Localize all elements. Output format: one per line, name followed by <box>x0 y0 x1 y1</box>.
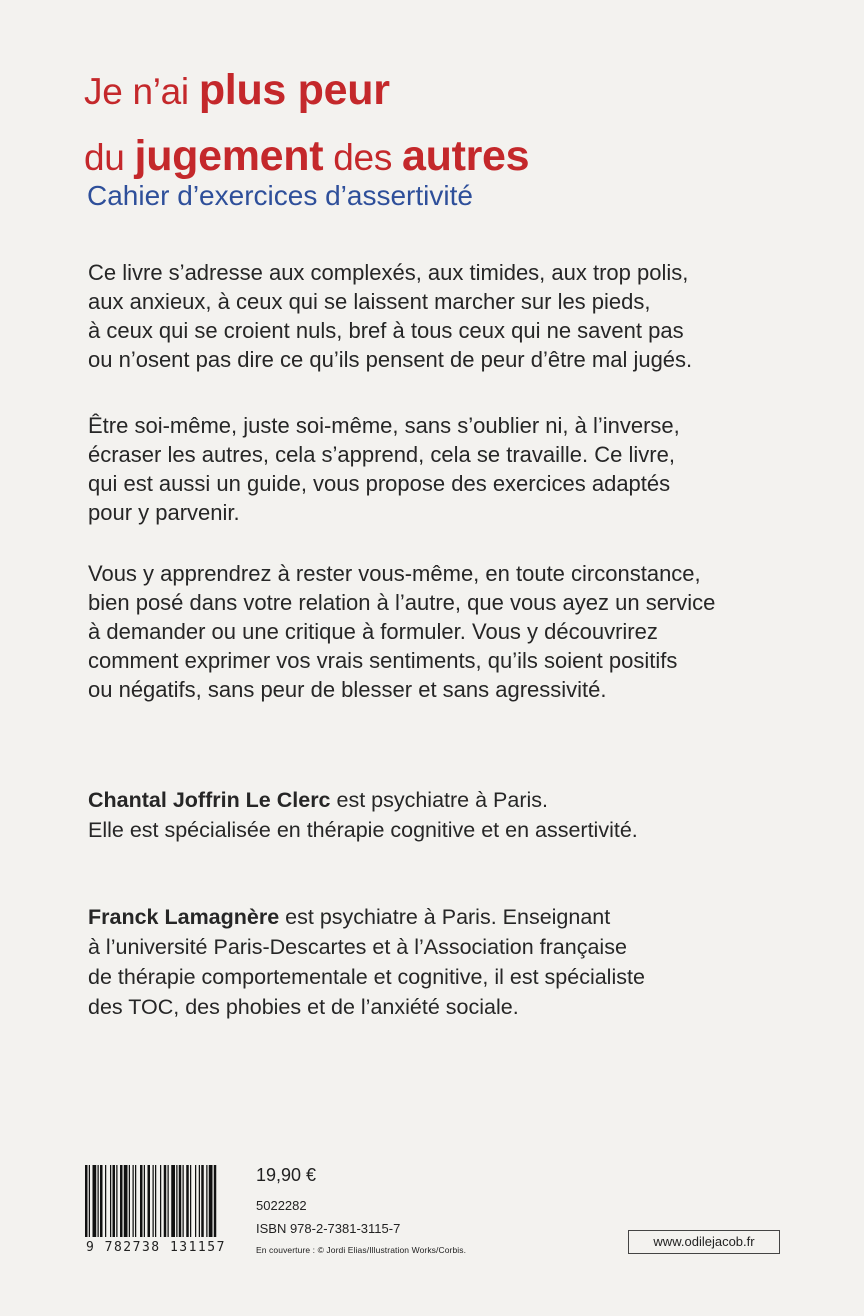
isbn: ISBN 978-2-7381-3115-7 <box>256 1221 401 1236</box>
author-bio-1: Chantal Joffrin Le Clerc est psychiatre à Paris. Elle est spécialisée en thérapie cognitive et en assertivité. <box>88 788 638 842</box>
product-code: 5022282 <box>256 1198 307 1213</box>
book-subtitle: Cahier d’exercices d’assertivité <box>87 180 473 211</box>
cover-credit: En couverture : © Jordi Elias/Illustration Works/Corbis. <box>256 1245 467 1255</box>
blurb-paragraph-2: Être soi-même, juste soi-même, sans s’oublier ni, à l’inverse, écraser les autres, cela s’apprend, cela se travaille. Ce livre, qui est aussi un guide, vous propose des exercices adaptés pour y parvenir. <box>88 413 680 525</box>
title-line-2: du jugement des autres <box>84 132 530 180</box>
book-title <box>84 58 804 190</box>
title-line-1: Je n’ai plus peur <box>84 66 390 114</box>
publisher-website[interactable]: www.odilejacob.fr <box>628 1230 780 1254</box>
price: 19,90 € <box>256 1165 317 1185</box>
author-bio-2: Franck Lamagnère est psychiatre à Paris. Enseignant à l’université Paris-Descartes et à l’Association française de thérapie comportementale et cognitive, il est spécialiste des TOC, des phobies et de l’anxiété sociale. <box>88 905 645 1019</box>
blurb-paragraph-1: Ce livre s’adresse aux complexés, aux timides, aux trop polis, aux anxieux, à ceux qui se laissent marcher sur les pieds, à ceux qui se croient nuls, bref à tous ceux qui ne savent pas ou n’osent pas dire ce qu’ils pensent de peur d’être mal jugés. <box>88 260 693 372</box>
author-name: Chantal Joffrin Le Clerc <box>88 788 331 812</box>
barcode-icon <box>85 1165 247 1237</box>
blurb-paragraph-3: Vous y apprendrez à rester vous-même, en toute circonstance, bien posé dans votre relation à l’autre, que vous ayez un service à demander ou une critique à formuler. Vous y découvrirez comment exprimer vos vrais sentiments, qu’ils soient positifs ou négatifs, sans peur de blesser et sans agressivité. <box>88 561 716 702</box>
barcode-digits: 9 782738 131157 <box>86 1240 226 1255</box>
author-name: Franck Lamagnère <box>88 905 280 929</box>
